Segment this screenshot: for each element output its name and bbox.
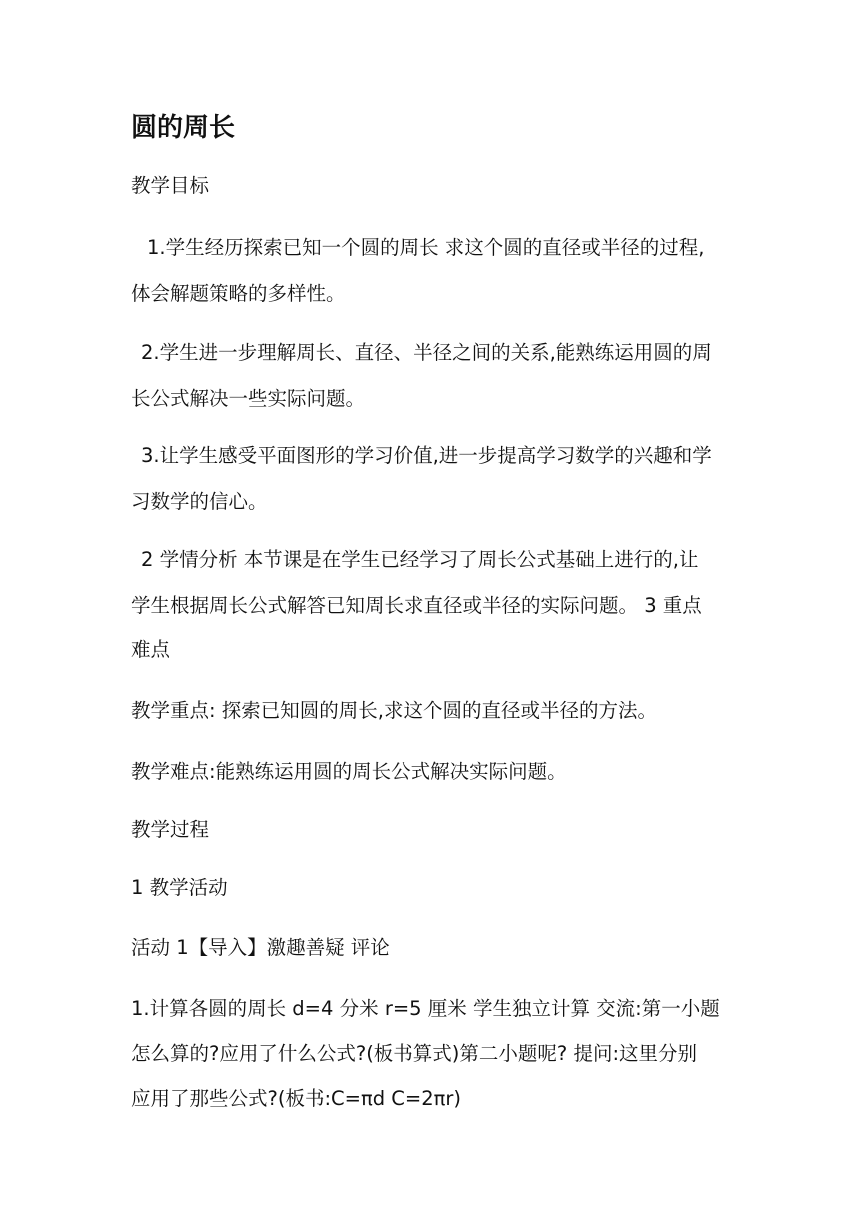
paragraph-line: 长公式解决一些实际问题。 (131, 387, 366, 410)
section-heading-teaching-process: 教学过程 (131, 818, 210, 841)
paragraph-line: 2 学情分析 本节课是在学生已经学习了周长公式基础上进行的,让 (141, 548, 699, 571)
paragraph-line: 习数学的信心。 (131, 490, 268, 513)
paragraph-line: 难点 (131, 638, 171, 661)
paragraph-line: 应用了那些公式?(板书:C=πd C=2πr) (131, 1087, 462, 1110)
paragraph-line: 2.学生进一步理解周长、直径、半径之间的关系,能熟练运用圆的周 (141, 341, 712, 364)
section-heading-teaching-activity: 1 教学活动 (131, 876, 228, 899)
paragraph-line: 3.让学生感受平面图形的学习价值,进一步提高学习数学的兴趣和学 (141, 444, 712, 467)
paragraph-line: 怎么算的?应用了什么公式?(板书算式)第二小题呢? 提问:这里分别 (131, 1042, 698, 1065)
document-title: 圆的周长 (131, 113, 236, 143)
paragraph-line: 教学重点: 探索已知圆的周长,求这个圆的直径或半径的方法。 (131, 699, 657, 722)
paragraph-line: 教学难点:能熟练运用圆的周长公式解决实际问题。 (131, 760, 567, 783)
paragraph-line: 1.计算各圆的周长 d=4 分米 r=5 厘米 学生独立计算 交流:第一小题 (131, 997, 720, 1020)
paragraph-line: 学生根据周长公式解答已知周长求直径或半径的实际问题。 3 重点 (131, 594, 702, 617)
activity-heading: 活动 1【导入】激趣善疑 评论 (131, 936, 390, 959)
section-heading-teaching-goals: 教学目标 (131, 174, 210, 197)
paragraph-line: 1.学生经历探索已知一个圆的周长 求这个圆的直径或半径的过程, (147, 236, 705, 259)
paragraph-line: 体会解题策略的多样性。 (131, 282, 346, 305)
